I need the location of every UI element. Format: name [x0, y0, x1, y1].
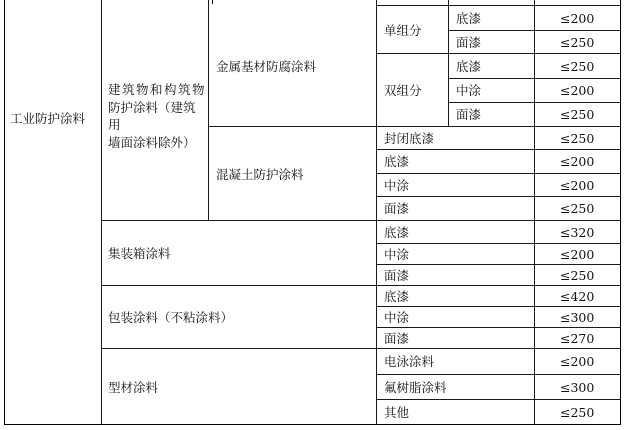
type-double: 双组分 [384, 82, 422, 98]
coat-cell: 面漆 [384, 200, 410, 216]
row-line [101, 220, 620, 221]
row-line [376, 374, 620, 375]
row-line [376, 173, 620, 174]
table-bottom-border [4, 424, 621, 425]
limit-cell: ≤420 [560, 288, 595, 304]
coat-cell: 面漆 [384, 267, 410, 283]
row-line [376, 196, 620, 197]
category-label: 工业防护涂料 [10, 110, 86, 126]
group-name-container: 集装箱涂料 [108, 245, 171, 261]
limit-cell: ≤200 [560, 353, 595, 369]
group-name-line: 建筑物和构筑物 [108, 82, 207, 97]
row-line [448, 102, 620, 103]
limit-cell: ≤320 [560, 224, 595, 240]
limit-cell: ≤250 [560, 404, 595, 420]
coat-cell: 底漆 [384, 153, 410, 169]
table-right-border [620, 0, 621, 425]
group-name-packaging: 包装涂料（不粘涂料） [108, 309, 234, 325]
limit-cell: ≤250 [560, 130, 595, 146]
divider-type [448, 0, 449, 126]
limit-cell: ≤250 [560, 34, 595, 50]
row-line [448, 5, 620, 6]
coat-cell: 底漆 [456, 10, 482, 26]
row-line [376, 149, 620, 150]
divider-stub [212, 0, 213, 4]
limit-cell: ≤270 [560, 330, 595, 346]
limit-cell: ≤200 [560, 177, 595, 193]
row-line [448, 30, 620, 31]
limit-cell: ≤200 [560, 82, 595, 98]
divider-category [101, 0, 102, 425]
group-name-building [108, 82, 207, 150]
row-line [376, 53, 620, 54]
coat-cell: 面漆 [456, 106, 482, 122]
row-line [376, 5, 448, 6]
limit-cell: ≤200 [560, 10, 595, 26]
limit-cell: ≤200 [560, 153, 595, 169]
row-line [101, 348, 620, 349]
row-line [448, 78, 620, 79]
group-name-line: 墙面涂料除外） [108, 135, 196, 150]
group-name-line: 防护涂料（建筑用 [108, 100, 196, 132]
limit-cell: ≤200 [560, 246, 595, 262]
subgroup-metal: 金属基材防腐涂料 [216, 58, 317, 74]
divider-group [208, 0, 209, 220]
divider-coat [534, 0, 535, 425]
table-left-border [4, 0, 5, 425]
limit-cell: ≤300 [560, 379, 595, 395]
coat-cell: 氟树脂涂料 [384, 379, 447, 395]
coat-cell: 面漆 [456, 34, 482, 50]
row-line [208, 126, 620, 127]
coat-cell: 中涂 [456, 82, 482, 98]
coat-cell: 底漆 [456, 58, 482, 74]
coat-cell: 其他 [384, 404, 410, 420]
limit-cell: ≤250 [560, 58, 595, 74]
coat-cell: 底漆 [384, 288, 410, 304]
limit-cell: ≤250 [560, 267, 595, 283]
limit-cell: ≤300 [560, 309, 595, 325]
coat-cell: 封闭底漆 [384, 130, 435, 146]
coat-cell: 电泳涂料 [384, 353, 435, 369]
subgroup-concrete: 混凝土防护涂料 [216, 166, 304, 182]
row-line [376, 399, 620, 400]
limit-cell: ≤250 [560, 106, 595, 122]
limit-cell: ≤250 [560, 200, 595, 216]
type-single: 单组分 [384, 22, 422, 38]
coat-cell: 中涂 [384, 177, 410, 193]
coat-cell: 中涂 [384, 246, 410, 262]
coat-cell: 面漆 [384, 330, 410, 346]
group-name-profile: 型材涂料 [108, 379, 159, 395]
row-line [101, 285, 620, 286]
coat-cell: 底漆 [384, 224, 410, 240]
coat-cell: 中涂 [384, 309, 410, 325]
divider-subgroup [376, 0, 377, 425]
